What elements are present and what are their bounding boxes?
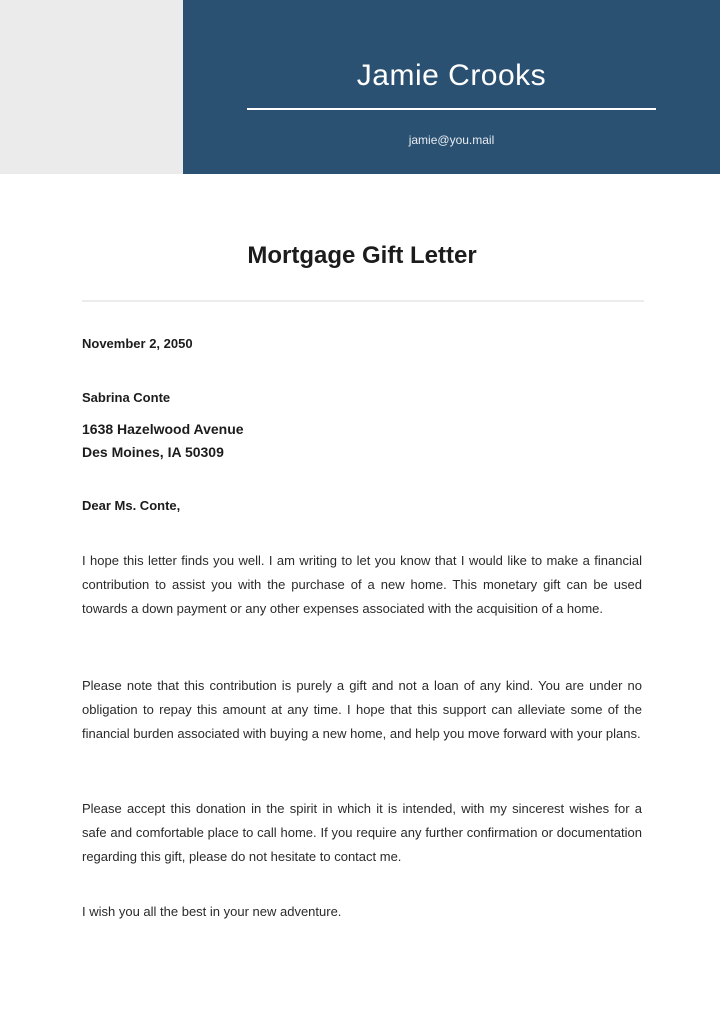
header-divider (247, 108, 656, 110)
recipient-address-line-2: Des Moines, IA 50309 (82, 444, 224, 460)
recipient-address-line-1: 1638 Hazelwood Avenue (82, 421, 244, 437)
letter-date: November 2, 2050 (82, 336, 193, 351)
header-banner (183, 0, 720, 174)
header-gray-block (0, 0, 183, 174)
salutation: Dear Ms. Conte, (82, 498, 181, 513)
body-paragraph-1: I hope this letter finds you well. I am writing to let you know that I would like to make a financial contribution to assist you with the purchase of a new home. This monetary gift can be used towards a down payment or any other expenses associated with the acquisition of a home. (82, 553, 642, 616)
closing-paragraph: I wish you all the best in your new adventure. (82, 904, 342, 919)
body-paragraph-2: Please note that this contribution is purely a gift and not a loan of any kind. You are under no obligation to repay this amount at any time. I hope that this support can alleviate some of the financial burden associated with buying a new home, and help you move forward with your plans. (82, 678, 642, 741)
document-title: Mortgage Gift Letter (247, 242, 477, 269)
body-paragraph-3: Please accept this donation in the spirit in which it is intended, with my sincerest wishes for a safe and comfortable place to call home. If you require any further confirmation or documentation regarding this gift, please do not hesitate to contact me. (82, 801, 642, 864)
author-name: Jamie Crooks (356, 59, 547, 92)
recipient-name: Sabrina Conte (82, 390, 171, 405)
title-divider (82, 300, 644, 302)
author-email: jamie@you.mail (408, 133, 495, 147)
